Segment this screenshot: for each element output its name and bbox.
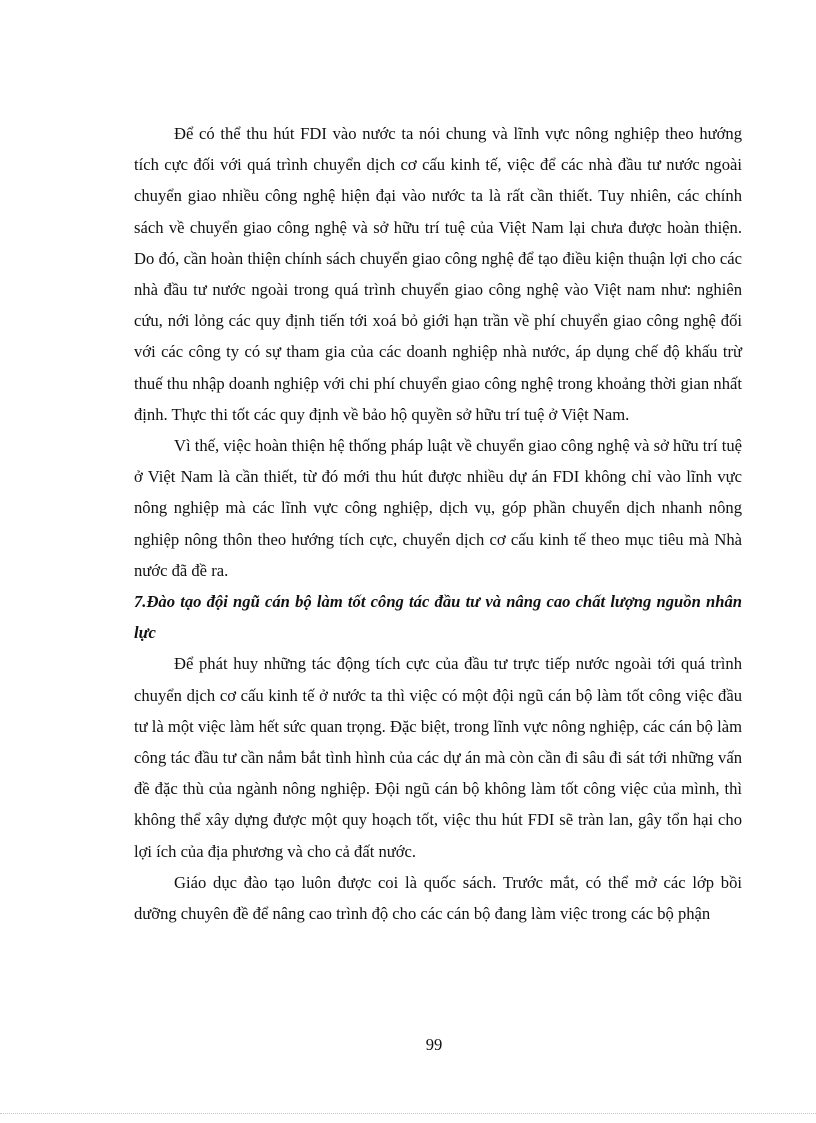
body-text	[134, 118, 742, 929]
footer-divider	[0, 1113, 816, 1114]
page-number: 99	[425, 1035, 443, 1054]
paragraph-legal-framework: Vì thế, việc hoàn thiện hệ thống pháp luật về chuyển giao công nghệ và sở hữu trí tuệ ở Việt Nam là cần thiết, từ đó mới thu hút được nhiều dự án FDI không chỉ vào lĩnh vực nông nghiệp mà các lĩnh vực công nghiệp, dịch vụ, góp phần chuyển dịch nhanh nông nghiệp nông thôn theo hướng tích cực, chuyển dịch cơ cấu kinh tế theo mục tiêu mà Nhà nước đã đề ra.	[134, 436, 742, 580]
paragraph-technology-transfer: Để có thể thu hút FDI vào nước ta nói chung và lĩnh vực nông nghiệp theo hướng tích cực đối với quá trình chuyển dịch cơ cấu kinh tế, việc để các nhà đầu tư nước ngoài chuyển giao nhiều công nghệ hiện đại vào nước ta là rất cần thiết. Tuy nhiên, các chính sách về chuyển giao công nghệ và sở hữu trí tuệ của Việt Nam lại chưa được hoàn thiện. Do đó, cần hoàn thiện chính sách chuyển giao công nghệ để tạo điều kiện thuận lợi cho các nhà đầu tư nước ngoài trong quá trình chuyển giao công nghệ vào Việt nam như: nghiên cứu, nới lỏng các quy định tiến tới xoá bỏ giới hạn trần về phí chuyển giao công nghệ đối với các công ty có sự tham gia của các doanh nghiệp nhà nước, áp dụng chế độ khấu trừ thuế thu nhập doanh nghiệp với chi phí chuyển giao công nghệ trong khoảng thời gian nhất định. Thực thi tốt các quy định về bảo hộ quyền sở hữu trí tuệ ở Việt Nam.	[134, 124, 742, 424]
paragraph-investment-staff: Để phát huy những tác động tích cực của đầu tư trực tiếp nước ngoài tới quá trình chuyển dịch cơ cấu kinh tế ở nước ta thì việc có một đội ngũ cán bộ làm tốt công việc đầu tư là một việc làm hết sức quan trọng. Đặc biệt, trong lĩnh vực nông nghiệp, các cán bộ làm công tác đầu tư cần nắm bắt tình hình của các dự án mà còn cần đi sâu đi sát tới những vấn đề đặc thù của ngành nông nghiệp. Đội ngũ cán bộ không làm tốt công việc của mình, thì không thể xây dựng được một quy hoạch tốt, việc thu hút FDI sẽ tràn lan, gây tổn hại cho lợi ích của địa phương và cho cả đất nước.	[134, 654, 742, 861]
paragraph-education-training: Giáo dục đào tạo luôn được coi là quốc sách. Trước mắt, có thể mở các lớp bồi dưỡng chuyên đề để nâng cao trình độ cho các cán bộ đang làm việc trong các bộ phận	[134, 872, 742, 924]
section-heading: 7.Đào tạo đội ngũ cán bộ làm tốt công tác đầu tư và nâng cao chất lượng nguồn nhân lực	[134, 592, 742, 643]
